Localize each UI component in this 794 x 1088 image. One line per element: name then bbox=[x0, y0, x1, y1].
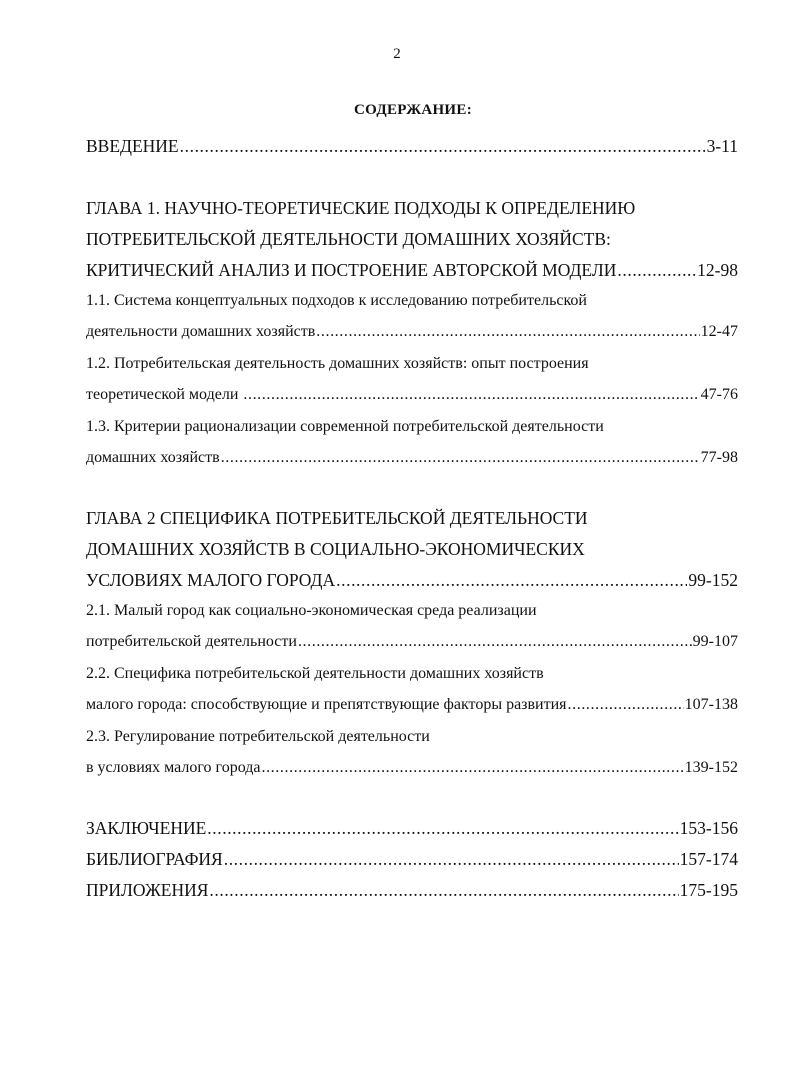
toc-section-text: малого города: способствующие и препятствующие факторы развития bbox=[86, 696, 567, 713]
toc-leader-dots bbox=[221, 449, 700, 467]
toc-section-text: деятельности домашних хозяйств bbox=[86, 323, 316, 340]
toc-section-text: 2.1. Малый город как социально-экономическая среда реализации bbox=[86, 602, 537, 619]
toc-section-text: 1.3. Критерии рационализации современной потребительской деятельности bbox=[86, 418, 604, 435]
toc-leader-dots bbox=[243, 386, 699, 404]
toc-entry-conclusion[interactable] bbox=[86, 818, 738, 839]
toc-section-1-3-line1[interactable] bbox=[86, 418, 738, 436]
toc-section-text: в условиях малого города bbox=[86, 759, 261, 776]
toc-title: СОДЕРЖАНИЕ: bbox=[353, 102, 472, 118]
toc-entry-pages: 107-138 bbox=[684, 696, 738, 713]
toc-section-1-3-line2[interactable] bbox=[86, 449, 738, 467]
toc-entry-pages: 99-107 bbox=[692, 633, 738, 650]
toc-entry-pages: 175-195 bbox=[679, 880, 738, 900]
toc-leader-dots bbox=[617, 260, 696, 281]
toc-leader-dots bbox=[209, 880, 678, 901]
toc-chapter-text: ДОМАШНИХ ХОЗЯЙСТВ В СОЦИАЛЬНО-ЭКОНОМИЧЕСКИХ bbox=[86, 539, 585, 559]
toc-chapter-text: ГЛАВА 2 СПЕЦИФИКА ПОТРЕБИТЕЛЬСКОЙ ДЕЯТЕЛЬНОСТИ bbox=[86, 508, 588, 528]
toc-section-text: потребительской деятельности bbox=[86, 633, 297, 650]
toc-leader-dots bbox=[336, 570, 687, 591]
toc-entry-text: ЗАКЛЮЧЕНИЕ bbox=[86, 818, 207, 838]
toc-entry-pages: 3-11 bbox=[706, 136, 738, 156]
toc-chapter1-line2[interactable] bbox=[86, 229, 738, 250]
toc-entry-pages: 99-152 bbox=[688, 570, 738, 590]
toc-chapter2-line2[interactable] bbox=[86, 539, 738, 560]
toc-leader-dots bbox=[316, 323, 699, 341]
toc-section-text: домашних хозяйств bbox=[86, 449, 220, 466]
toc-section-2-3-line1[interactable] bbox=[86, 728, 738, 746]
toc-section-text: 1.2. Потребительская деятельность домашних хозяйств: опыт построения bbox=[86, 355, 589, 372]
toc-section-2-3-line2[interactable] bbox=[86, 759, 738, 777]
toc-chapter2-line1[interactable] bbox=[86, 508, 738, 529]
toc-chapter-text: КРИТИЧЕСКИЙ АНАЛИЗ И ПОСТРОЕНИЕ АВТОРСКОЙ МОДЕЛИ bbox=[86, 260, 617, 280]
toc-chapter-text: ПОТРЕБИТЕЛЬСКОЙ ДЕЯТЕЛЬНОСТИ ДОМАШНИХ ХОЗЯЙСТВ: bbox=[86, 229, 611, 249]
toc-entry-bibliography[interactable] bbox=[86, 849, 738, 870]
toc-entry-pages: 153-156 bbox=[679, 818, 738, 838]
toc-chapter-text: УСЛОВИЯХ МАЛОГО ГОРОДА bbox=[86, 570, 336, 590]
toc-section-2-2-line1[interactable] bbox=[86, 665, 738, 683]
toc-entry-text: БИБЛИОГРАФИЯ bbox=[86, 849, 223, 869]
toc-entry-appendices[interactable] bbox=[86, 880, 738, 901]
toc-entry-pages: 139-152 bbox=[684, 759, 738, 776]
toc-leader-dots bbox=[261, 759, 683, 777]
toc-chapter1-line3[interactable] bbox=[86, 260, 738, 281]
toc-entry-text: ПРИЛОЖЕНИЯ bbox=[86, 880, 209, 900]
toc-leader-dots bbox=[224, 849, 679, 870]
toc-entry-pages: 12-47 bbox=[700, 323, 738, 340]
toc-section-2-1-line1[interactable] bbox=[86, 602, 738, 620]
page-number: 2 bbox=[393, 46, 401, 62]
toc-entry-pages: 12-98 bbox=[697, 260, 738, 280]
toc-chapter1-line1[interactable] bbox=[86, 198, 738, 219]
toc-section-text: 2.2. Специфика потребительской деятельности домашних хозяйств bbox=[86, 665, 544, 682]
toc-section-1-1-line1[interactable] bbox=[86, 292, 738, 310]
toc-entry-pages: 157-174 bbox=[679, 849, 738, 869]
toc-section-1-1-line2[interactable] bbox=[86, 323, 738, 341]
toc-entry-pages: 77-98 bbox=[700, 449, 738, 466]
toc-chapter-text: ГЛАВА 1. НАУЧНО-ТЕОРЕТИЧЕСКИЕ ПОДХОДЫ К ОПРЕДЕЛЕНИЮ bbox=[86, 198, 636, 218]
toc-section-2-1-line2[interactable] bbox=[86, 633, 738, 651]
toc-section-2-2-line2[interactable] bbox=[86, 696, 738, 714]
toc-section-1-2-line1[interactable] bbox=[86, 355, 738, 373]
toc-entry-pages: 47-76 bbox=[700, 386, 738, 403]
toc-section-text: 2.3. Регулирование потребительской деятельности bbox=[86, 728, 430, 745]
toc-entry-text: ВВЕДЕНИЕ bbox=[86, 136, 179, 156]
toc-entry-intro[interactable] bbox=[86, 136, 738, 157]
toc-leader-dots bbox=[207, 818, 678, 839]
toc-leader-dots bbox=[568, 696, 684, 714]
toc-chapter2-line3[interactable] bbox=[86, 570, 738, 591]
toc-section-text: теоретической модели bbox=[86, 386, 243, 403]
toc-leader-dots bbox=[180, 136, 706, 157]
toc-section-1-2-line2[interactable] bbox=[86, 386, 738, 404]
toc-leader-dots bbox=[298, 633, 692, 651]
toc-section-text: 1.1. Система концептуальных подходов к исследованию потребительской bbox=[86, 292, 587, 309]
